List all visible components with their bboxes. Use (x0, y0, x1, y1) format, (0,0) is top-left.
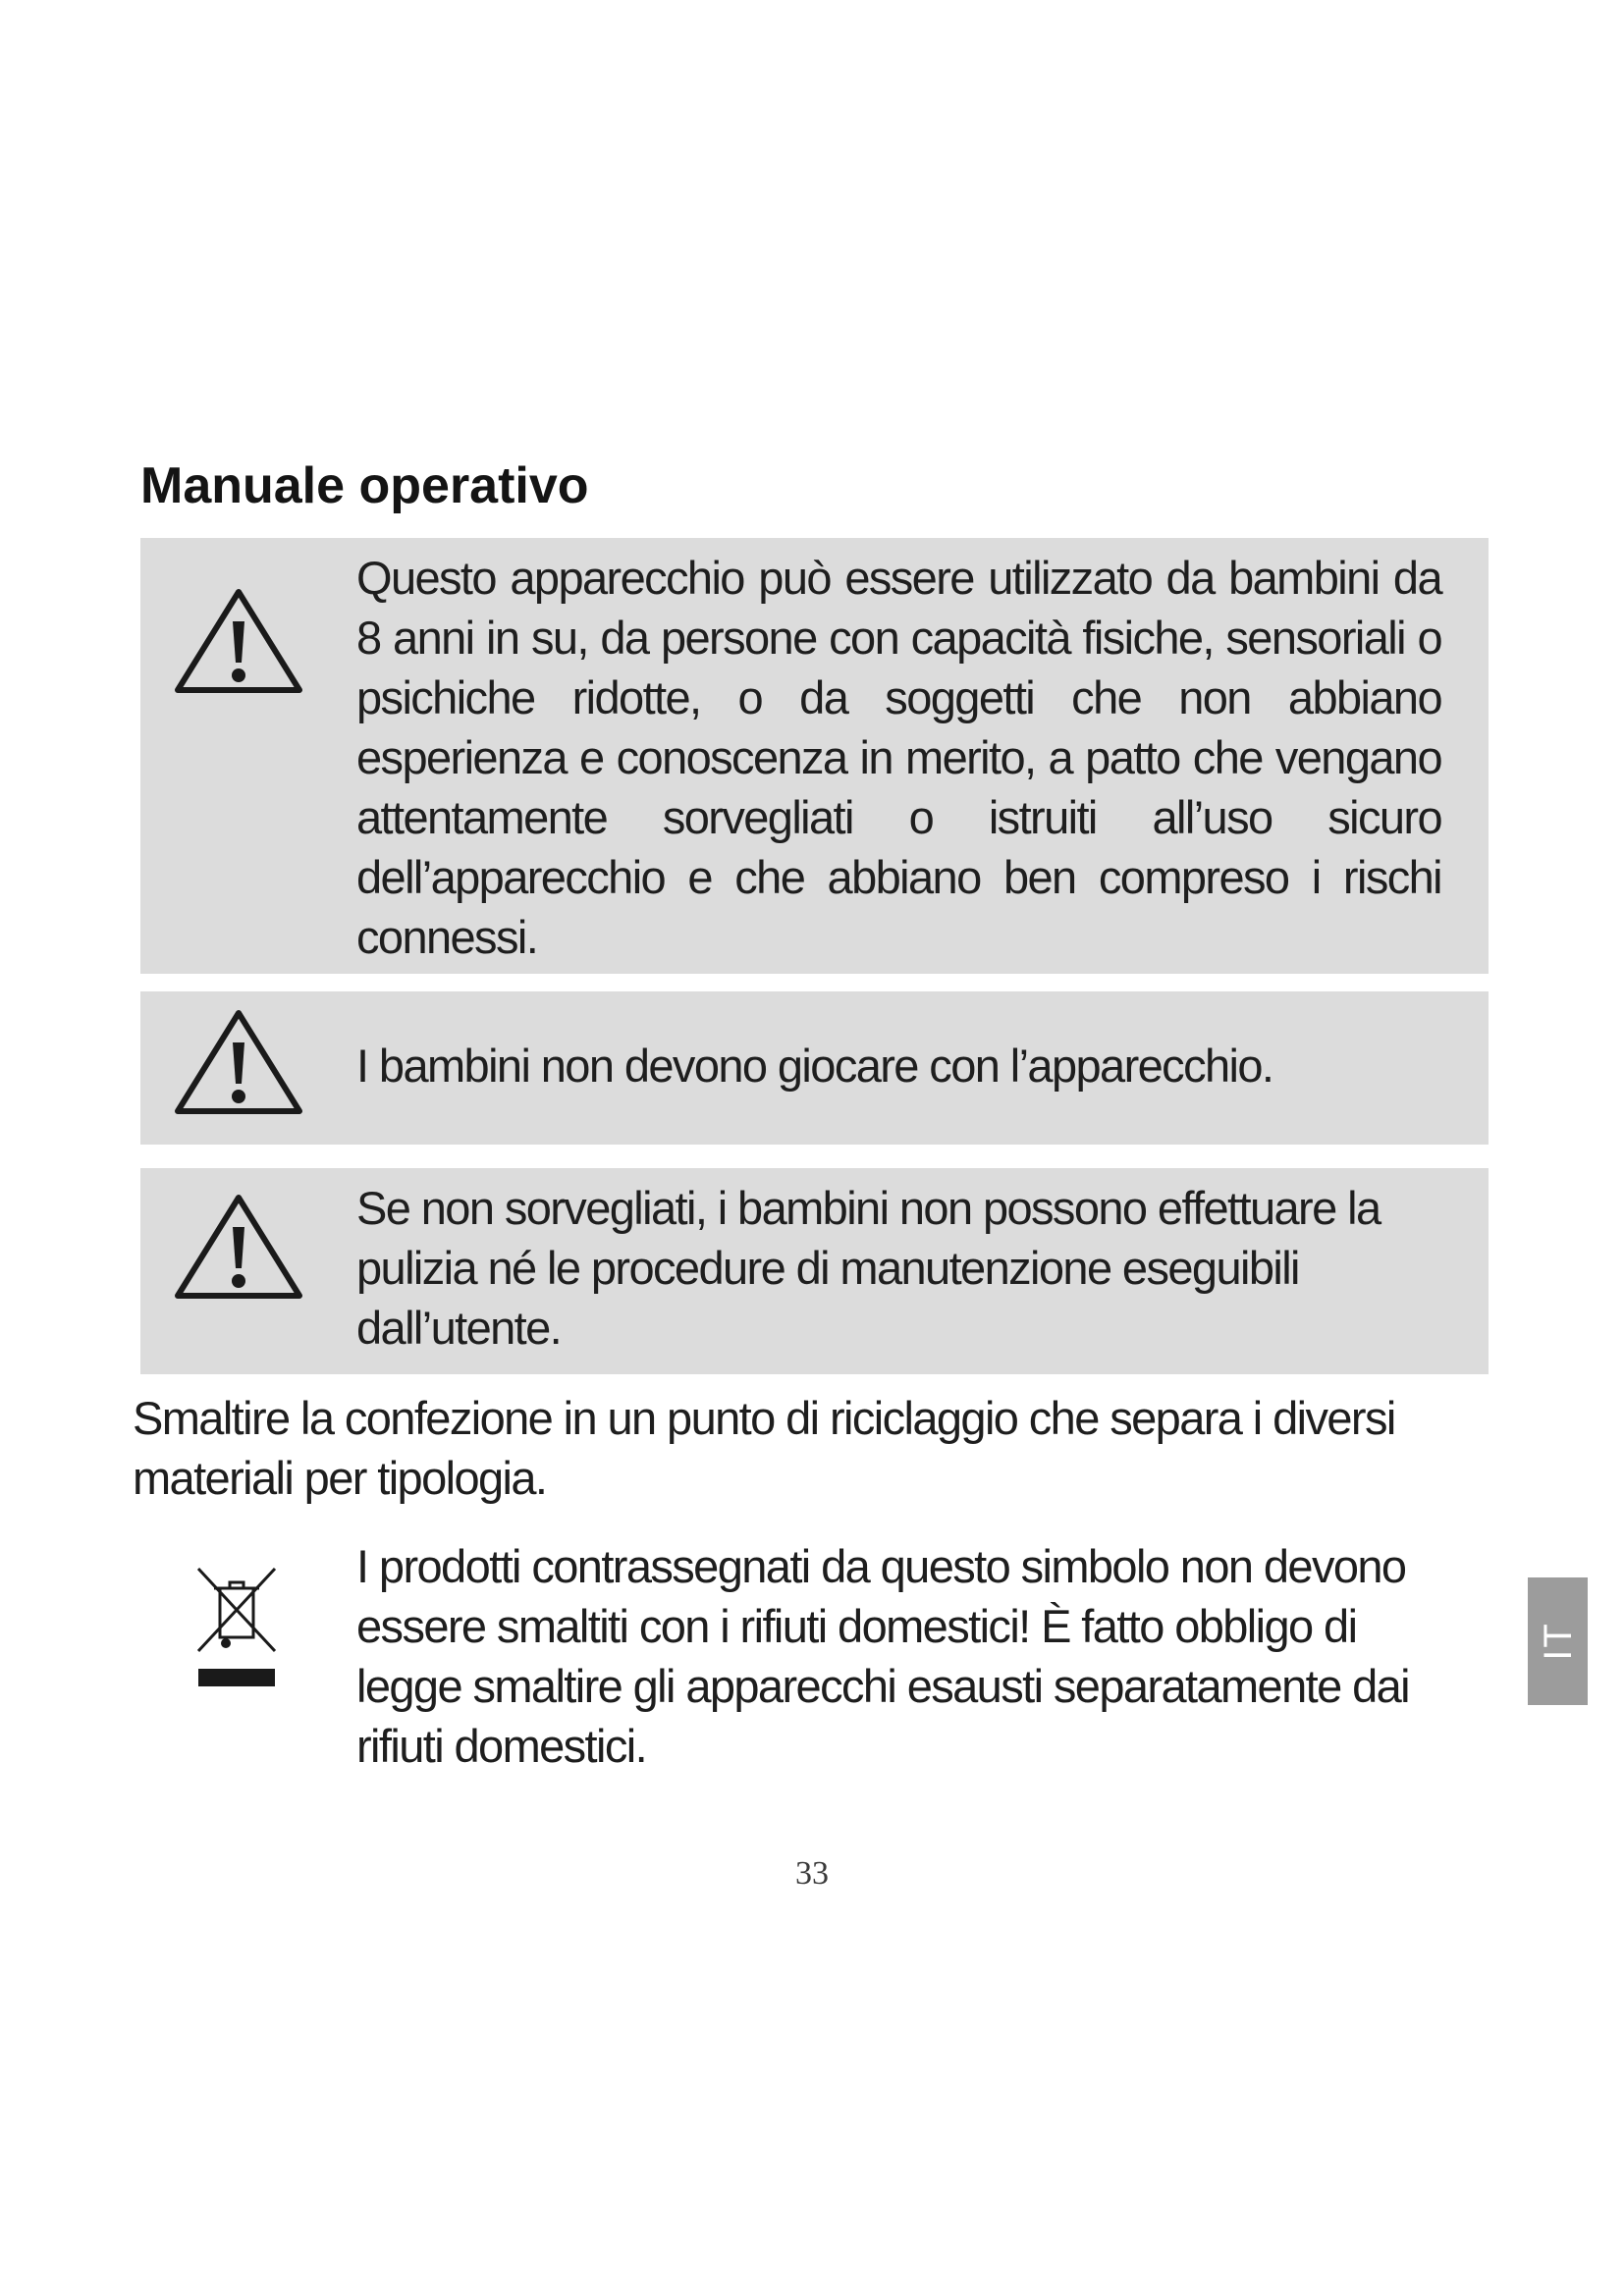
warning-text-3: Se non sorvegliati, i bambini non possono effettuare la pulizia né le procedure di manutenzione eseguibili dall’utente. (356, 1182, 1380, 1354)
warning-box-2 (140, 991, 1489, 1145)
warning-triangle-icon (170, 1003, 307, 1121)
page-title: Manuale operativo (140, 457, 589, 514)
warning-box-3 (140, 1168, 1489, 1374)
language-tab-label: IT (1536, 1622, 1580, 1661)
warning-triangle-icon (170, 582, 307, 700)
warning-triangle-icon (170, 1188, 307, 1306)
crossed-out-bin-icon (192, 1561, 281, 1693)
weee-disposal-text: I prodotti contrassegnati da questo simbolo non devono essere smaltiti con i rifiuti domestici! È fatto obbligo di legge smaltire gli apparecchi esausti separatamente dai rifiuti domestici. (356, 1540, 1409, 1772)
warning-text-2: I bambini non devono giocare con l’apparecchio. (356, 1040, 1273, 1092)
warning-box-1 (140, 538, 1489, 974)
language-tab (1528, 1577, 1588, 1705)
packaging-disposal-text: Smaltire la confezione in un punto di riciclaggio che separa i diversi materiali per tipologia. (133, 1392, 1395, 1504)
page-number: 33 (795, 1855, 829, 1892)
warning-text-1: Questo apparecchio può essere utilizzato da bambini da 8 anni in su, da persone con capacità fisiche, sensoriali o psichiche ridotte, o da soggetti che non abbiano esperienza e conoscenza in merito, a patto che vengano attentamente sorvegliati o istruiti all’uso sicuro dell’apparecchio e che abbiano ben compreso i rischi connessi. (356, 552, 1441, 963)
